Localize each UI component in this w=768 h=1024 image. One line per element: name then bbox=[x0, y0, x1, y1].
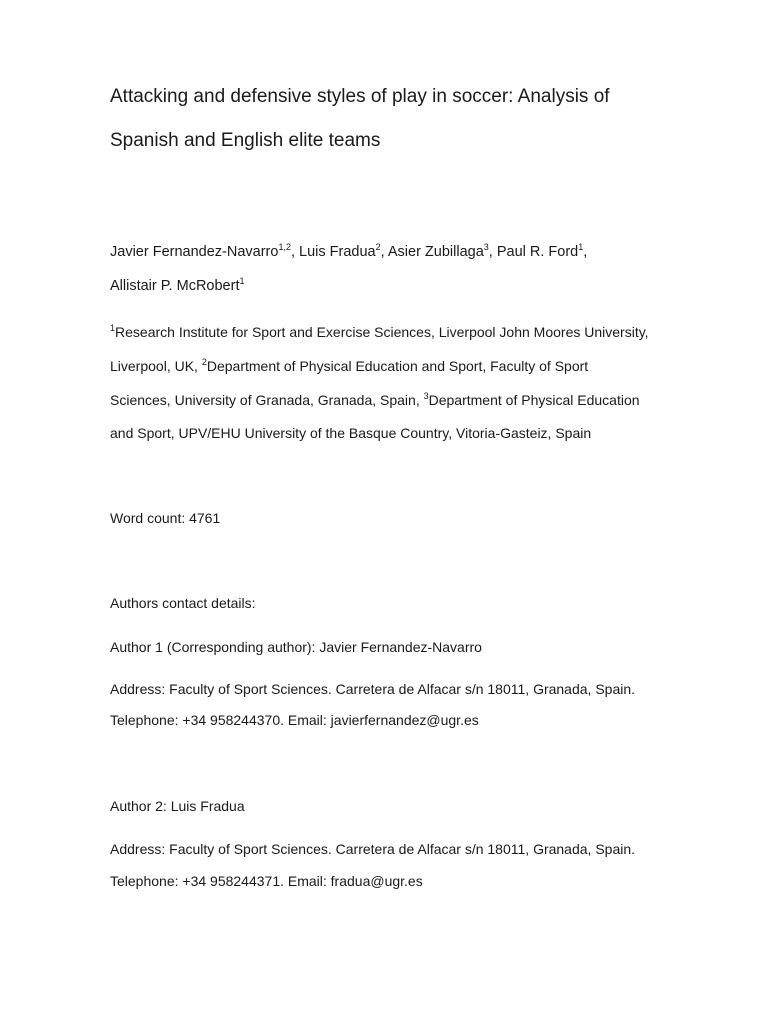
affiliation-text: Sciences, University of Granada, Granada, Spain, bbox=[110, 392, 424, 408]
paper-title-line-2: Spanish and English elite teams bbox=[110, 130, 381, 151]
author-name: , Luis Fradua bbox=[290, 244, 376, 260]
affiliation-line-2 bbox=[110, 358, 588, 374]
affiliation-line-1 bbox=[110, 324, 649, 340]
author1-phone-email: Telephone: +34 958244370. Email: javierfernandez@ugr.es bbox=[110, 712, 479, 728]
author2-phone-email: Telephone: +34 958244371. Email: fradua@ugr.es bbox=[110, 873, 423, 889]
affiliation-text: Department of Physical Education and Sport, Faculty of Sport bbox=[206, 358, 589, 374]
contact-heading: Authors contact details: bbox=[110, 595, 256, 611]
affiliation-text: and Sport, UPV/EHU University of the Basque Country, Vitoria-Gasteiz, Spain bbox=[110, 425, 592, 441]
affiliation-text: Department of Physical Education bbox=[428, 392, 640, 408]
affiliation-line-3 bbox=[110, 392, 640, 408]
author1-address: Address: Faculty of Sport Sciences. Carretera de Alfacar s/n 18011, Granada, Spain. bbox=[110, 681, 636, 697]
author2-contact-label: Author 2: Luis Fradua bbox=[110, 798, 245, 814]
author-name: , Paul R. Ford bbox=[488, 244, 579, 260]
affiliation-text: Research Institute for Sport and Exercise Sciences, Liverpool John Moores University, bbox=[115, 324, 649, 340]
affiliation-line-4 bbox=[110, 425, 591, 441]
author-name: Javier Fernandez-Navarro bbox=[110, 244, 279, 260]
author-affiliation-marker: 1 bbox=[578, 242, 584, 252]
author1-contact-label: Author 1 (Corresponding author): Javier Fernandez-Navarro bbox=[110, 639, 482, 655]
affiliation-marker: 2 bbox=[201, 357, 207, 367]
paper-title-line-1: Attacking and defensive styles of play in soccer: Analysis of bbox=[110, 86, 610, 107]
affiliation-text: Liverpool, UK, bbox=[110, 358, 202, 374]
affiliation-marker: 3 bbox=[423, 391, 429, 401]
author-list-line-2 bbox=[110, 278, 244, 294]
author-name: Allistair P. McRobert bbox=[110, 278, 240, 294]
author-affiliation-marker: 1,2 bbox=[278, 242, 291, 252]
author-affiliation-marker: 3 bbox=[483, 242, 489, 252]
author-separator: , bbox=[583, 244, 588, 260]
author-affiliation-marker: 1 bbox=[239, 276, 245, 286]
author2-address: Address: Faculty of Sport Sciences. Carretera de Alfacar s/n 18011, Granada, Spain. bbox=[110, 841, 636, 857]
author-affiliation-marker: 2 bbox=[375, 242, 381, 252]
word-count: Word count: 4761 bbox=[110, 510, 221, 526]
author-list-line-1 bbox=[110, 244, 587, 260]
affiliation-marker: 1 bbox=[110, 323, 116, 333]
author-name: , Asier Zubillaga bbox=[380, 244, 484, 260]
